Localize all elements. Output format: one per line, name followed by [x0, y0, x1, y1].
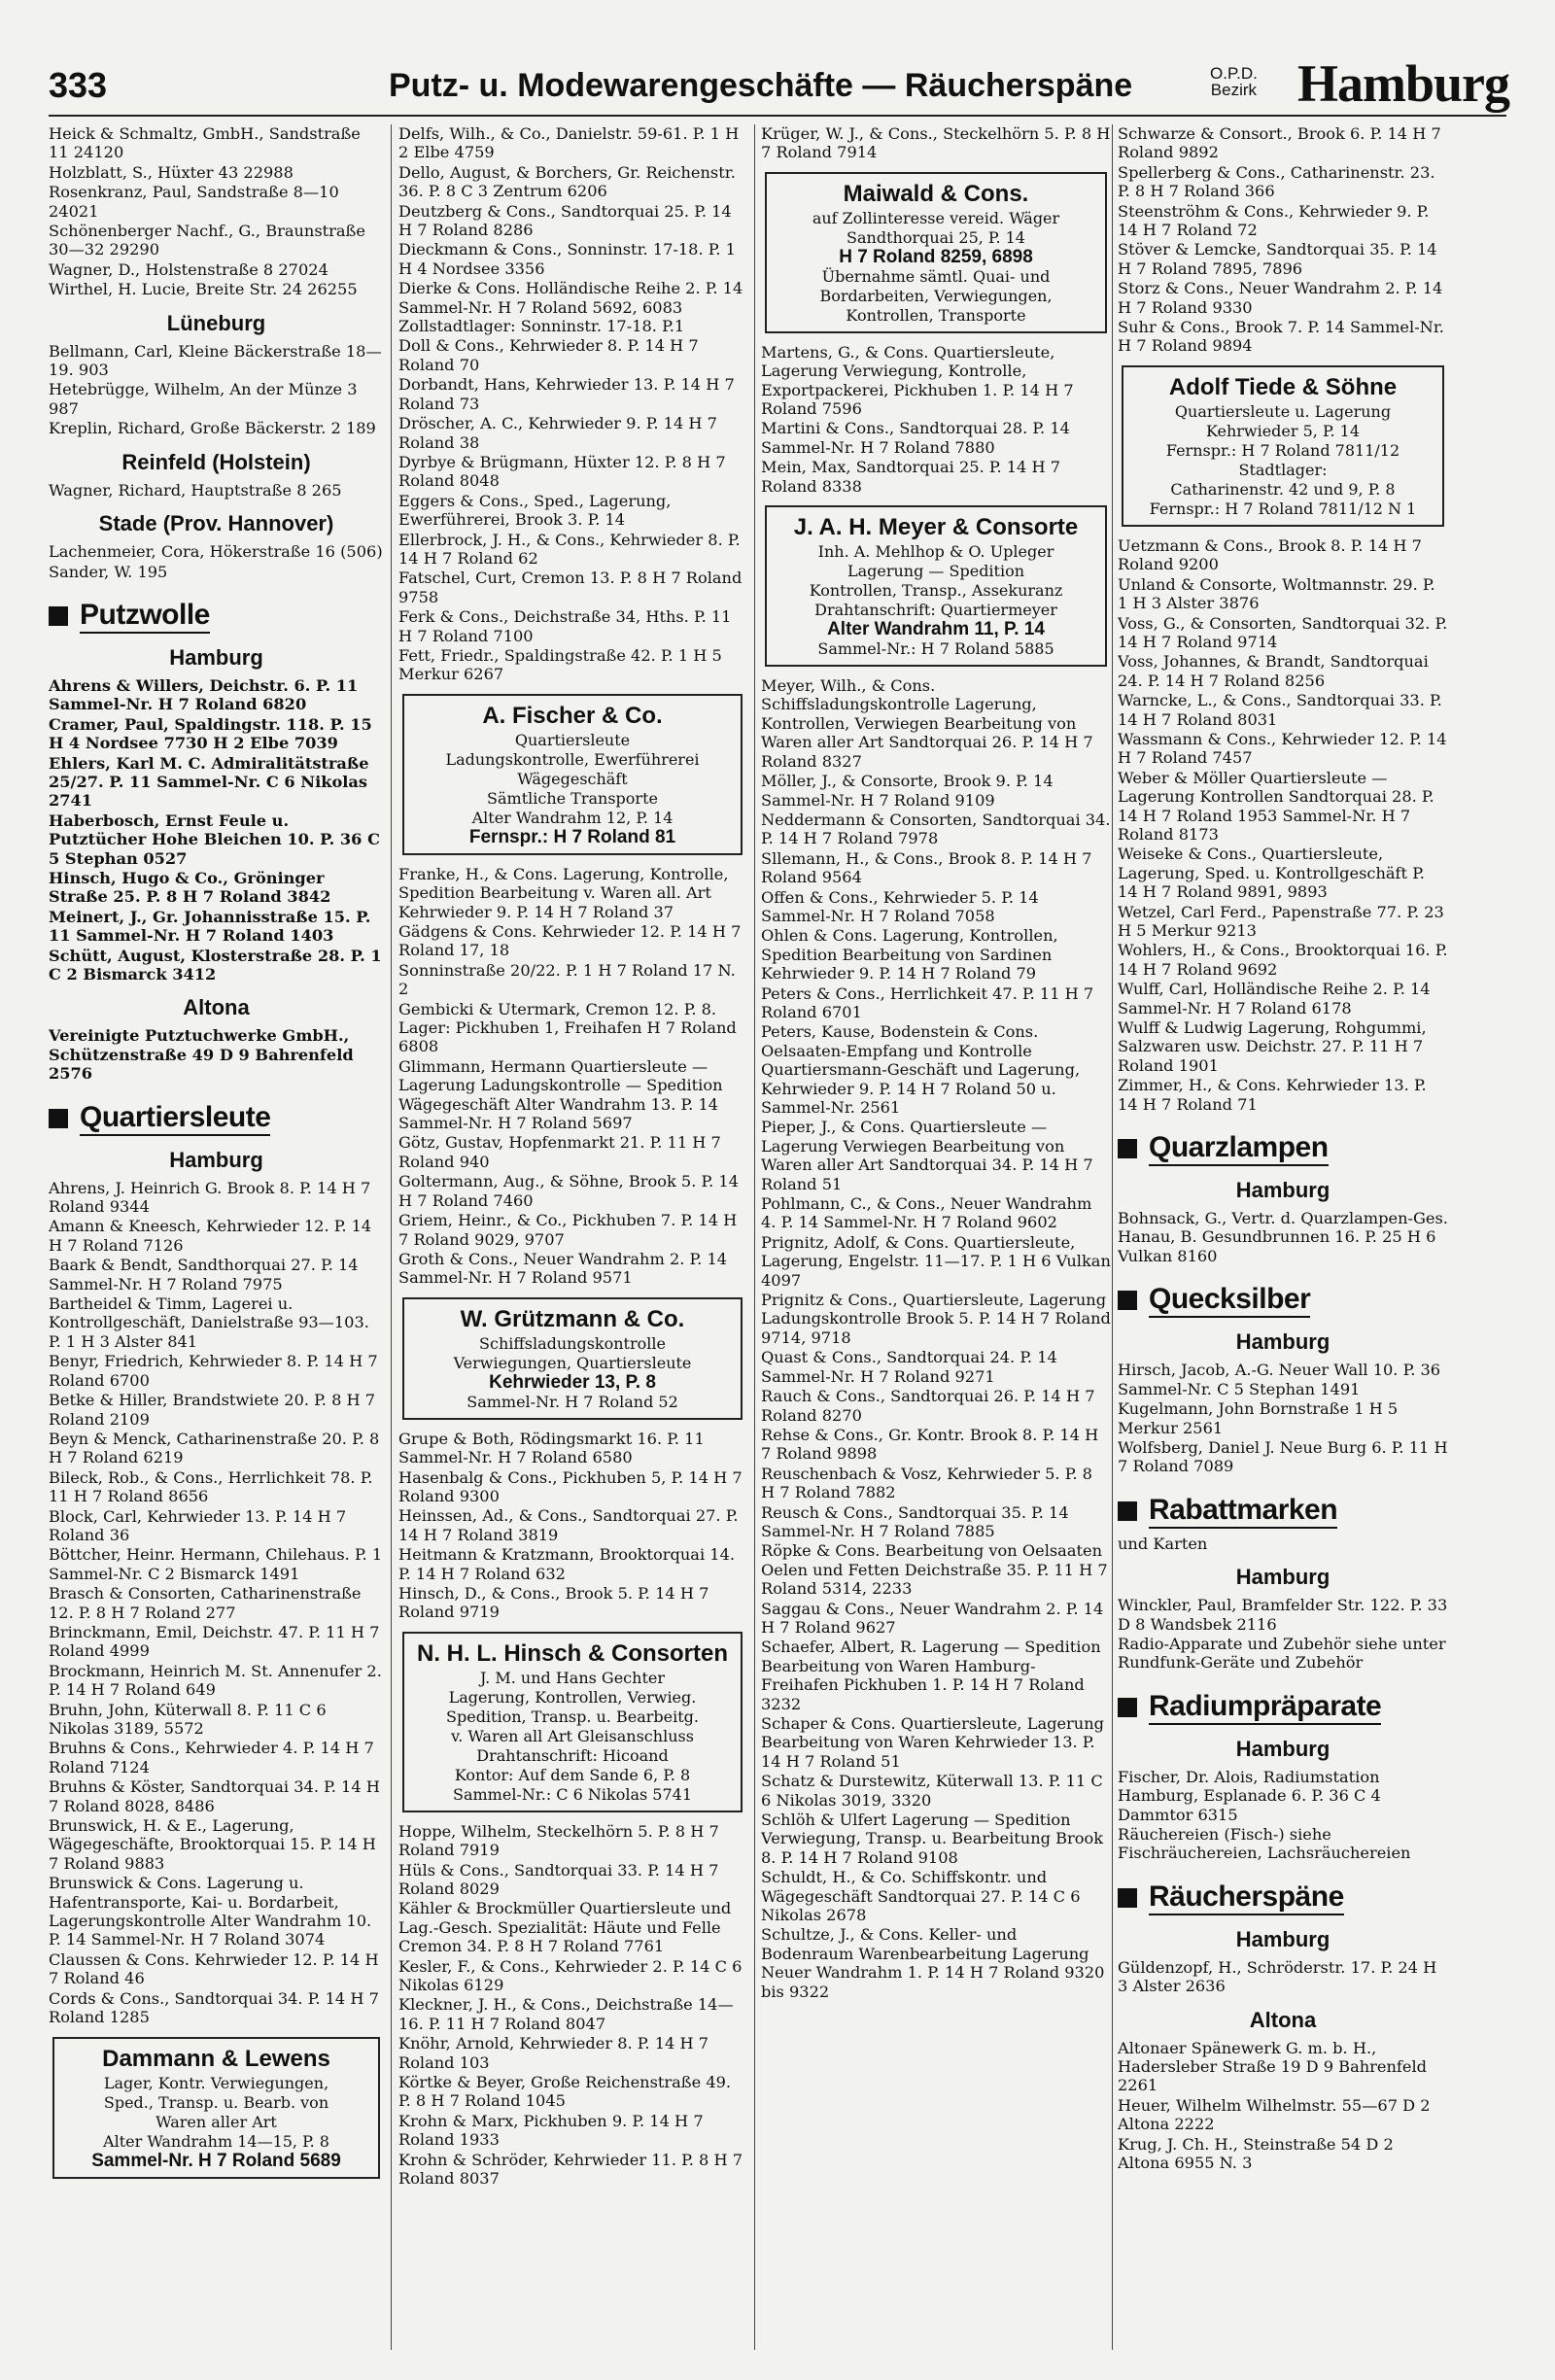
directory-entry: Körtke & Beyer, Große Reichenstraße 49. P. 8 H 7 Roland 1045 [398, 2073, 732, 2111]
city-title: Hamburg [1297, 54, 1510, 113]
directory-entry: Baark & Bendt, Sandthorquai 27. P. 14 Sammel-Nr. H 7 Roland 7975 [49, 1256, 359, 1293]
column-1 [49, 124, 384, 2350]
ad-line: H 7 Roland 8259, 6898 [839, 246, 1033, 267]
directory-entry: Suhr & Cons., Brook 7. P. 14 Sammel-Nr. H 7 Roland 9894 [1118, 318, 1444, 356]
directory-entry: Meyer, Wilh., & Cons. Schiffsladungskontrolle Lagerung, Kontrollen, Verwiegen Bearbeitung von Waren aller Art Sandtorquai 26. P. 14 H 7 Roland 8327 [761, 676, 1093, 771]
city-heading: Stade (Prov. Hannover) [98, 511, 334, 536]
directory-entry: Peters & Cons., Herrlichkeit 47. P. 11 H 7 Roland 6701 [761, 983, 1094, 1021]
city-heading: Reinfeld (Holstein) [121, 449, 311, 474]
ad-title: Maiwald & Cons. [843, 180, 1029, 207]
ad-line: Verwiegungen, Quartiersleute [453, 1353, 692, 1372]
section-square-icon [1118, 1139, 1137, 1158]
section-heading [1118, 1880, 1448, 1915]
ad-title: Adolf Tiede & Söhne [1168, 373, 1398, 400]
ad-line: Schiffsladungskontrolle [479, 1333, 666, 1353]
entry-list [1118, 1958, 1448, 1996]
directory-entry: Krug, J. Ch. H., Steinstraße 54 D 2 Altona 6955 N. 3 [1118, 2134, 1394, 2173]
directory-entry: Wirthel, H. Lucie, Breite Str. 24 26255 [49, 280, 358, 299]
entry-list [49, 342, 384, 438]
entry-list [398, 124, 746, 684]
ad-line: Sammel-Nr. H 7 Roland 5689 [91, 2150, 341, 2171]
entry-list [398, 865, 746, 1288]
directory-entry: Amann & Kneesch, Kehrwieder 12. P. 14 H 7 Roland 7126 [49, 1217, 372, 1255]
section-heading [1118, 1494, 1448, 1529]
directory-entry: Meinert, J., Gr. Johannisstraße 15. P. 11 Sammel-Nr. H 7 Roland 1403 [49, 907, 371, 946]
ad-line: Drahtanschrift: Quartiermeyer [814, 601, 1057, 620]
entry-list [1118, 124, 1448, 356]
city-heading: Hamburg [1235, 1736, 1330, 1761]
directory-entry: Hoppe, Wilhelm, Steckelhörn 5. P. 8 H 7 Roland 7919 [398, 1821, 719, 1860]
entry-list [49, 1179, 384, 2027]
section-title: Quartiersleute [80, 1101, 270, 1136]
directory-entry: Storz & Cons., Neuer Wandrahm 2. P. 14 H 7 Roland 9330 [1118, 279, 1443, 317]
directory-entry: Haberbosch, Ernst Feule u. Putztücher Hohe Bleichen 10. P. 36 C 5 Stephan 0527 [49, 811, 380, 868]
directory-entry: Schaefer, Albert, R. Lagerung — Spedition Bearbeitung von Waren Hamburg-Freihafen Pickhuben 1. P. 14 H 7 Roland 3232 [761, 1638, 1101, 1713]
ad-line: J. M. und Hans Gechter [480, 1668, 665, 1687]
directory-entry: Böttcher, Heinr. Hermann, Chilehaus. P. 1 Sammel-Nr. C 2 Bismarck 1491 [49, 1545, 383, 1583]
directory-entry: Griem, Heinr., & Co., Pickhuben 7. P. 14 H 7 Roland 9029, 9707 [398, 1211, 738, 1249]
ad-line: Catharinenstr. 42 und 9, P. 8 [1170, 479, 1396, 499]
header-rule [49, 115, 1506, 117]
section-title: Quarzlampen [1149, 1131, 1329, 1166]
directory-entry: Dyrbye & Brügmann, Hüxter 12. P. 8 H 7 Roland 8048 [398, 452, 726, 491]
section-square-icon [1118, 1291, 1137, 1310]
ad-line: Fernspr.: H 7 Roland 7811/12 [1165, 440, 1400, 460]
directory-entry: Krüger, W. J., & Cons., Steckelhörn 5. P. 8 H 7 Roland 7914 [761, 124, 1111, 162]
entry-list [49, 481, 384, 500]
directory-entry: Schatz & Durstewitz, Küterwall 13. P. 11 C 6 Nikolas 3019, 3320 [761, 1772, 1103, 1810]
section-square-icon [1118, 1888, 1137, 1908]
directory-entry: Doll & Cons., Kehrwieder 8. P. 14 H 7 Roland 70 [398, 336, 699, 374]
directory-entry: Schultze, J., & Cons. Keller- und Bodenraum Warenbearbeitung Lagerung Neuer Wandrahm 1. P. 14 H 7 Roland 9320 bis 9322 [761, 1925, 1105, 2001]
ad-line: Alter Wandrahm 14—15, P. 8 [103, 2131, 329, 2151]
directory-entry: Fatschel, Curt, Cremon 13. P. 8 H 7 Roland 9758 [398, 569, 743, 606]
directory-entry: Steenströhm & Cons., Kehrwieder 9. P. 14 H 7 Roland 72 [1118, 201, 1430, 240]
directory-entry: Dieckmann & Cons., Sonninstr. 17-18. P. 1 H 4 Nordsee 3356 [398, 240, 736, 278]
directory-entry: Rehse & Cons., Gr. Kontr. Brook 8. P. 14 H 7 Roland 9898 [761, 1425, 1099, 1464]
ad-line: Wägegeschäft [517, 769, 628, 788]
directory-entry: Rauch & Cons., Sandtorquai 26. P. 14 H 7 Roland 8270 [761, 1387, 1095, 1425]
directory-entry: Wolfsberg, Daniel J. Neue Burg 6. P. 11 H 7 Roland 7089 [1118, 1437, 1448, 1476]
directory-entry: Goltermann, Aug., & Söhne, Brook 5. P. 14 H 7 Roland 7460 [398, 1172, 740, 1210]
entry-list [398, 1430, 746, 1622]
ad-title: N. H. L. Hinsch & Consorten [416, 1639, 728, 1667]
directory-entry: Hinsch, Hugo & Co., Gröninger Straße 25. P. 8 H 7 Roland 3842 [49, 868, 331, 907]
directory-entry: Winckler, Paul, Bramfelder Str. 122. P. 33 D 8 Wandsbek 2116 [1118, 1596, 1448, 1634]
directory-entry: Knöhr, Arnold, Kehrwieder 8. P. 14 H 7 Roland 103 [398, 2034, 709, 2072]
ad-line: Kehrwieder 13, P. 8 [489, 1371, 656, 1393]
directory-entry: Martens, G., & Cons. Quartiersleute, Lagerung Verwiegung, Kontrolle, Exportpackerei, Pickhuben 1. P. 14 H 7 Roland 7596 [761, 342, 1074, 419]
ad-line: Fernspr.: H 7 Roland 7811/12 N 1 [1149, 499, 1417, 518]
directory-entry: Benyr, Friedrich, Kehrwieder 8. P. 14 H 7 Roland 6700 [49, 1352, 378, 1390]
directory-entry: Schwarze & Consort., Brook 6. P. 14 H 7 Roland 9892 [1118, 124, 1441, 162]
directory-entry: Stöver & Lemcke, Sandtorquai 35. P. 14 H 7 Roland 7895, 7896 [1118, 240, 1437, 278]
directory-entry: Weiseke & Cons., Quartiersleute, Lagerung, Sped. u. Kontrollgeschäft P. 14 H 7 Roland 9891, 9893 [1118, 845, 1425, 902]
city-heading: Altona [183, 995, 250, 1020]
directory-entry: Räuchereien (Fisch-) siehe Fischräuchereien, Lachsräuchereien [1118, 1824, 1411, 1863]
directory-entry: Schütt, August, Klosterstraße 28. P. 1 C 2 Bismarck 3412 [49, 946, 382, 983]
directory-entry: Bruhns & Köster, Sandtorquai 34. P. 14 H 7 Roland 8028, 8486 [49, 1777, 380, 1815]
directory-entry: Ahrens, J. Heinrich G. Brook 8. P. 14 H 7 Roland 9344 [49, 1178, 371, 1217]
directory-entry: Kleckner, J. H., & Cons., Deichstraße 14—16. P. 11 H 7 Roland 8047 [398, 1995, 734, 2033]
ad-line: Alter Wandrahm 12, P. 14 [471, 808, 674, 827]
ad-line: Quartiersleute u. Lagerung [1174, 401, 1392, 421]
directory-entry: Prignitz, Adolf, & Cons. Quartiersleute, Lagerung, Engelstr. 11—17. P. 1 H 6 Vulkan 4097 [761, 1232, 1111, 1290]
directory-entry: Cords & Cons., Sandtorquai 34. P. 14 H 7 Roland 1285 [49, 1988, 379, 2027]
ad-box [1122, 365, 1444, 527]
entry-list [49, 542, 384, 581]
directory-entry: Güldenzopf, H., Schröderstr. 17. P. 24 H 3 Alster 2636 [1118, 1957, 1437, 1996]
directory-entry: Ferk & Cons., Deichstraße 34, Hths. P. 11 H 7 Roland 7100 [398, 607, 732, 645]
directory-entry: Ahrens & Willers, Deichstr. 6. P. 11 Sammel-Nr. H 7 Roland 6820 [49, 675, 359, 714]
directory-entry: Gädgens & Cons. Kehrwieder 12. P. 14 H 7 Roland 17, 18 [398, 922, 742, 960]
directory-entry: Brunswick, H. & E., Lagerung, Wägegeschäfte, Brooktorquai 15. P. 14 H 7 Roland 9883 [49, 1816, 376, 1873]
ad-line: Übernahme sämtl. Quai- und [821, 266, 1051, 286]
directory-entry: Brunswick & Cons. Lagerung u. Hafentransporte, Kai- u. Bordarbeit, Lagerungskontrolle Alter Wandrahm 10. P. 14 Sammel-Nr. H 7 Roland 3074 [49, 1874, 372, 1949]
ad-box [402, 1297, 743, 1420]
section-title: Radiumpräparate [1149, 1690, 1381, 1725]
directory-entry: Wetzel, Carl Ferd., Papenstraße 77. P. 23 H 5 Merkur 9213 [1118, 902, 1444, 940]
directory-entry: Ehlers, Karl M. C. Admiralitätstraße 25/27. P. 11 Sammel-Nr. C 6 Nikolas 2741 [49, 753, 369, 811]
directory-entry: Schaper & Cons. Quartiersleute, Lagerung Bearbeitung von Waren Kehrwieder 13. P. 14 H 7 Roland 51 [761, 1714, 1105, 1771]
directory-entry: Glimmann, Hermann Quartiersleute — Lagerung Ladungskontrolle — Spedition Wägegeschäft Alter Wandrahm 13. P. 14 Sammel-Nr. H 7 Roland 5697 [398, 1056, 723, 1133]
directory-entry: Zimmer, H., & Cons. Kehrwieder 13. P. 14 H 7 Roland 71 [1118, 1076, 1427, 1114]
entry-list [49, 1026, 384, 1083]
directory-entry: Dello, August, & Borchers, Gr. Reichenstr. 36. P. 8 C 3 Zentrum 6206 [398, 162, 736, 201]
entry-list [1118, 2039, 1448, 2173]
directory-entry: Kähler & Brockmüller Quartiersleute und Lag.-Gesch. Spezialität: Häute und Felle Cremon 34. P. 8 H 7 Roland 7761 [398, 1899, 732, 1956]
ad-line: Sämtliche Transporte [487, 788, 658, 808]
directory-entry: Rosenkranz, Paul, Sandstraße 8—10 24021 [49, 183, 339, 221]
directory-entry: Claussen & Cons. Kehrwieder 12. P. 14 H 7 Roland 46 [49, 1949, 379, 1988]
directory-entry: Dierke & Cons. Holländische Reihe 2. P. 14 Sammel-Nr. H 7 Roland 5692, 6083 Zollstadtlager: Sonninstr. 17-18. P.1 [398, 279, 743, 336]
page-title: Putz- u. Modewarengeschäfte — Räucherspäne [389, 67, 1133, 104]
entry-list [1118, 1596, 1448, 1673]
directory-entry: Bartheidel & Timm, Lagerei u. Kontrollgeschäft, Danielstraße 93—103. P. 1 H 3 Alster 841 [49, 1294, 369, 1351]
ad-line: Kontrollen, Transporte [846, 305, 1026, 325]
city-heading: Hamburg [1235, 1926, 1330, 1951]
ad-line: Kehrwieder 5, P. 14 [1205, 421, 1361, 440]
ad-title: A. Fischer & Co. [482, 702, 663, 729]
directory-entry: Unland & Consorte, Woltmannstr. 29. P. 1 H 3 Alster 3876 [1118, 574, 1435, 613]
directory-entry: Heick & Schmaltz, GmbH., Sandstraße 11 24120 [49, 124, 361, 162]
ad-line: Sped., Transp. u. Bearb. von [103, 2092, 329, 2112]
directory-entry: Schlöh & Ulfert Lagerung — Spedition Verwiegung, Transp. u. Bearbeitung Brook 8. P. 14 H 7 Roland 9108 [761, 1811, 1104, 1867]
directory-entry: Kreplin, Richard, Große Bäckerstr. 2 189 [49, 419, 376, 438]
directory-entry: Reuschenbach & Vosz, Kehrwieder 5. P. 8 H 7 Roland 7882 [761, 1464, 1092, 1502]
directory-entry: Voss, Johannes, & Brandt, Sandtorquai 24. P. 14 H 7 Roland 8256 [1118, 652, 1429, 690]
opd-label [1210, 65, 1258, 98]
directory-entry: Martini & Cons., Sandtorquai 28. P. 14 Sammel-Nr. H 7 Roland 7880 [761, 419, 1070, 457]
directory-entry: Bohnsack, G., Vertr. d. Quarzlampen-Ges. Hanau, B. Gesundbrunnen 16. P. 25 H 6 Vulkan 8160 [1118, 1209, 1448, 1265]
entry-list [761, 676, 1111, 2001]
column-4 [1118, 124, 1448, 2350]
directory-entry: Betke & Hiller, Brandstwiete 20. P. 8 H 7 Roland 2109 [49, 1391, 376, 1429]
directory-entry: Hasenbalg & Cons., Pickhuben 5, P. 14 H 7 Roland 9300 [398, 1467, 743, 1505]
entry-list [49, 676, 384, 984]
column-divider [1112, 124, 1113, 2350]
directory-entry: Mein, Max, Sandtorquai 25. P. 14 H 7 Roland 8338 [761, 458, 1061, 496]
directory-entry: Wulff & Ludwig Lagerung, Rohgummi, Salzwaren usw. Deichstr. 27. P. 11 H 7 Roland 1901 [1118, 1018, 1427, 1075]
section-title: Rabattmarken [1149, 1494, 1337, 1529]
directory-entry: Block, Carl, Kehrwieder 13. P. 14 H 7 Roland 36 [49, 1506, 347, 1544]
ad-line: Inh. A. Mehlhop & O. Upleger [817, 542, 1054, 562]
ad-line: Lagerung — Spedition [847, 562, 1025, 581]
ad-line: Sandthorquai 25, P. 14 [847, 227, 1025, 247]
section-heading [1118, 1690, 1448, 1725]
directory-entry: Spellerberg & Cons., Catharinenstr. 23. P. 8 H 7 Roland 366 [1118, 162, 1435, 201]
entry-list [398, 1822, 746, 2189]
entry-list [1118, 1209, 1448, 1265]
entry-list [49, 124, 384, 299]
directory-entry: Vereinigte Putztuchwerke GmbH., Schützenstraße 49 D 9 Bahrenfeld 2576 [49, 1026, 354, 1084]
city-heading: Hamburg [169, 644, 263, 670]
ad-line: Lagerung, Kontrollen, Verwieg. [448, 1687, 697, 1707]
directory-entry: Pieper, J., & Cons. Quartiersleute — Lagerung Verwiegen Bearbeitung von Waren aller Art Sandtorquai 34. P. 14 H 7 Roland 51 [761, 1118, 1093, 1193]
directory-entry: Peters, Kause, Bodenstein & Cons. Oelsaaten-Empfang und Kontrolle Quartiersmann-Geschäft und Lagerung, Kehrwieder 9. P. 14 H 7 Roland 50 u. Sammel-Nr. 2561 [761, 1022, 1081, 1117]
directory-entry: Heitmann & Kratzmann, Brooktorquai 14. P. 14 H 7 Roland 632 [398, 1545, 736, 1583]
directory-entry: Götz, Gustav, Hopfenmarkt 21. P. 11 H 7 Roland 940 [398, 1133, 721, 1171]
directory-entry: Prignitz & Cons., Quartiersleute, Lagerung Ladungskontrolle Brook 5. P. 14 H 7 Roland 9714, 9718 [761, 1291, 1111, 1347]
entry-list [761, 124, 1111, 162]
directory-entry: Grupe & Both, Rödingsmarkt 16. P. 11 Sammel-Nr. H 7 Roland 6580 [398, 1429, 705, 1467]
directory-entry: Dröscher, A. C., Kehrwieder 9. P. 14 H 7 Roland 38 [398, 414, 717, 452]
city-heading: Hamburg [1235, 1329, 1330, 1355]
ad-line: Sammel-Nr. H 7 Roland 52 [466, 1392, 678, 1411]
directory-entry: Sonninstraße 20/22. P. 1 H 7 Roland 17 N. 2 [398, 960, 736, 999]
ad-line: Sammel-Nr.: C 6 Nikolas 5741 [453, 1784, 692, 1804]
directory-entry: Neddermann & Consorten, Sandtorquai 34. P. 14 H 7 Roland 7978 [761, 810, 1111, 848]
directory-entry: Sllemann, H., & Cons., Brook 8. P. 14 H 7 Roland 9564 [761, 848, 1092, 887]
directory-entry: Möller, J., & Consorte, Brook 9. P. 14 Sammel-Nr. H 7 Roland 9109 [761, 772, 1054, 810]
directory-entry: Schönenberger Nachf., G., Braunstraße 30—32 29290 [49, 222, 365, 259]
section-square-icon [1118, 1501, 1137, 1521]
directory-entry: Saggau & Cons., Neuer Wandrahm 2. P. 14 H 7 Roland 9627 [761, 1599, 1104, 1637]
directory-entry: Bruhn, John, Küterwall 8. P. 11 C 6 Nikolas 3189, 5572 [49, 1700, 327, 1738]
city-heading: Hamburg [1235, 1565, 1330, 1590]
directory-entry: Radio-Apparate und Zubehör siehe unter Rundfunk-Geräte und Zubehör [1118, 1634, 1446, 1673]
opd-line1: O.P.D. [1210, 64, 1258, 83]
directory-entry: Ohlen & Cons. Lagerung, Kontrollen, Spedition Bearbeitung von Sardinen Kehrwieder 9. P. 14 H 7 Roland 79 [761, 926, 1058, 983]
directory-entry: Pohlmann, C., & Cons., Neuer Wandrahm 4. P. 14 Sammel-Nr. H 7 Roland 9602 [761, 1194, 1092, 1232]
directory-entry: Wassmann & Cons., Kehrwieder 12. P. 14 H 7 Roland 7457 [1118, 729, 1447, 768]
directory-entry: Brasch & Consorten, Catharinenstraße 12. P. 8 H 7 Roland 277 [49, 1584, 362, 1622]
city-heading: Hamburg [169, 1147, 263, 1172]
directory-entry: Dorbandt, Hans, Kehrwieder 13. P. 14 H 7 Roland 73 [398, 375, 735, 413]
ad-box [52, 2037, 380, 2179]
ad-title: Dammann & Lewens [102, 2045, 330, 2072]
ad-title: J. A. H. Meyer & Consorte [793, 514, 1079, 541]
city-heading: Altona [1249, 2007, 1317, 2032]
directory-entry: Bellmann, Carl, Kleine Bäckerstraße 18—19. 903 [49, 341, 382, 380]
column-divider [754, 124, 755, 2350]
directory-entry: Bileck, Rob., & Cons., Herrlichkeit 78. P. 11 H 7 Roland 8656 [49, 1467, 373, 1506]
directory-entry: Kesler, F., & Cons., Kehrwieder 2. P. 14 C 6 Nikolas 6129 [398, 1956, 743, 1995]
directory-entry: Heinssen, Ad., & Cons., Sandtorquai 27. P. 14 H 7 Roland 3819 [398, 1506, 739, 1544]
directory-entry: Wohlers, H., & Cons., Brooktorquai 16. P. 14 H 7 Roland 9692 [1118, 941, 1448, 979]
directory-entry: Hirsch, Jacob, A.-G. Neuer Wall 10. P. 36 Sammel-Nr. C 5 Stephan 1491 [1118, 1361, 1441, 1398]
directory-entry: Hinsch, D., & Cons., Brook 5. P. 14 H 7 Roland 9719 [398, 1583, 709, 1622]
ad-line: Lager, Kontr. Verwiegungen, [103, 2073, 329, 2092]
directory-entry: Krohn & Marx, Pickhuben 9. P. 14 H 7 Roland 1933 [398, 2111, 704, 2150]
directory-entry: Heuer, Wilhelm Wilhelmstr. 55—67 D 2 Altona 2222 [1118, 2095, 1431, 2134]
entry-list [761, 343, 1111, 496]
section-square-icon [49, 606, 68, 626]
ad-line: auf Zollinteresse vereid. Wäger [812, 208, 1060, 227]
column-divider [391, 124, 392, 2350]
ad-line: Stadtlager: [1238, 460, 1328, 479]
page-header [49, 53, 1510, 113]
directory-entry: Warncke, L., & Cons., Sandtorquai 33. P. 14 H 7 Roland 8031 [1118, 691, 1442, 729]
directory-entry: Offen & Cons., Kehrwieder 5. P. 14 Sammel-Nr. H 7 Roland 7058 [761, 887, 1039, 925]
directory-entry: Beyn & Menck, Catharinenstraße 20. P. 8 H 7 Roland 6219 [49, 1429, 380, 1467]
directory-entry: Wulff, Carl, Holländische Reihe 2. P. 14 Sammel-Nr. H 7 Roland 6178 [1118, 980, 1431, 1018]
directory-entry: Groth & Cons., Neuer Wandrahm 2. P. 14 Sammel-Nr. H 7 Roland 9571 [398, 1249, 728, 1288]
directory-entry: Krohn & Schröder, Kehrwieder 11. P. 8 H 7 Roland 8037 [398, 2150, 743, 2189]
ad-line: Drahtanschrift: Hicoand [476, 1745, 669, 1765]
city-heading: Lüneburg [166, 310, 266, 335]
directory-entry: Fett, Friedr., Spaldingstraße 42. P. 1 H 5 Merkur 6267 [398, 645, 722, 684]
directory-entry: Cramer, Paul, Spaldingstr. 118. P. 15 H 4 Nordsee 7730 H 2 Elbe 7039 [49, 714, 372, 753]
section-title: Räucherspäne [1149, 1880, 1344, 1915]
entry-list [1118, 1768, 1448, 1863]
ad-line: Waren aller Art [156, 2112, 277, 2131]
directory-entry: Gembicki & Utermark, Cremon 12. P. 8. Lager: Pickhuben 1, Freihafen H 7 Roland 6808 [398, 999, 737, 1056]
ad-line: v. Waren all Art Gleisanschluss [451, 1726, 694, 1745]
directory-entry: Uetzmann & Cons., Brook 8. P. 14 H 7 Roland 9200 [1118, 535, 1422, 574]
directory-entry: Wagner, D., Holstenstraße 8 27024 [49, 259, 328, 279]
ad-line: Alter Wandrahm 11, P. 14 [827, 619, 1045, 640]
section-title: Putzwolle [80, 599, 210, 634]
ad-line: Sammel-Nr.: H 7 Roland 5885 [817, 639, 1054, 659]
section-heading [1118, 1283, 1448, 1318]
directory-entry: Lachenmeier, Cora, Hökerstraße 16 (506) [49, 542, 383, 562]
section-title: Quecksilber [1149, 1283, 1310, 1318]
directory-entry: Hüls & Cons., Sandtorquai 33. P. 14 H 7 Roland 8029 [398, 1860, 719, 1898]
directory-entry: Kugelmann, John Bornstraße 1 H 5 Merkur 2561 [1118, 1399, 1399, 1437]
ad-box [765, 172, 1107, 333]
column-3 [761, 124, 1111, 2350]
directory-entry: Altonaer Spänewerk G. m. b. H., Hadersleber Straße 19 D 9 Bahrenfeld 2261 [1118, 2038, 1427, 2095]
directory-entry: Schuldt, H., & Co. Schiffskontr. und Wägegeschäft Sandtorquai 27. P. 14 C 6 Nikolas 2678 [761, 1868, 1081, 1925]
directory-entry: Wagner, Richard, Hauptstraße 8 265 [49, 480, 342, 500]
directory-entry: Eggers & Cons., Sped., Lagerung, Ewerführerei, Brook 3. P. 14 [398, 491, 672, 530]
directory-entry: Hetebrügge, Wilhelm, An der Münze 3 987 [49, 380, 358, 418]
ad-box [402, 1632, 743, 1812]
column-2 [398, 124, 746, 2350]
directory-entry: Quast & Cons., Sandtorquai 24. P. 14 Sammel-Nr. H 7 Roland 9271 [761, 1348, 1057, 1386]
ad-line: Spedition, Transp. u. Bearbeitg. [446, 1707, 699, 1726]
directory-entry: Röpke & Cons. Bearbeitung von Oelsaaten Oelen und Fetten Deichstraße 35. P. 11 H 7 Roland 5314, 2233 [761, 1541, 1108, 1599]
section-square-icon [49, 1109, 68, 1128]
ad-box [765, 505, 1107, 667]
directory-entry: Brinckmann, Emil, Deichstr. 47. P. 11 H 7 Roland 4999 [49, 1622, 380, 1661]
directory-entry: Franke, H., & Cons. Lagerung, Kontrolle, Spedition Bearbeitung v. Waren all. Art Kehrwieder 9. P. 14 H 7 Roland 37 [398, 864, 729, 921]
directory-entry: Weber & Möller Quartiersleute — Lagerung Kontrollen Sandtorquai 28. P. 14 H 7 Roland 1953 Sammel-Nr. H 7 Roland 8173 [1118, 768, 1434, 844]
directory-entry: Fischer, Dr. Alois, Radiumstation Hamburg, Esplanade 6. P. 36 C 4 Dammtor 6315 [1118, 1767, 1381, 1824]
entry-list [1118, 536, 1448, 1114]
ad-line: Quartiersleute [514, 730, 631, 749]
page-number: 333 [49, 65, 108, 105]
directory-entry: Bruhns & Cons., Kehrwieder 4. P. 14 H 7 Roland 7124 [49, 1739, 374, 1776]
directory-entry: Sander, W. 195 [49, 562, 168, 581]
section-heading [1118, 1131, 1448, 1166]
section-title-line2: und Karten [1118, 1534, 1208, 1553]
ad-line: Fernspr.: H 7 Roland 81 [468, 826, 676, 847]
section-square-icon [1118, 1698, 1137, 1717]
section-heading [49, 599, 384, 634]
directory-entry: Brockmann, Heinrich M. St. Annenufer 2. P. 14 H 7 Roland 649 [49, 1661, 382, 1700]
ad-line: Kontrollen, Transp., Assekuranz [809, 581, 1063, 601]
directory-entry: Voss, G., & Consorten, Sandtorquai 32. P. 14 H 7 Roland 9714 [1118, 613, 1448, 651]
ad-box [402, 694, 743, 855]
directory-entry: Ellerbrock, J. H., & Cons., Kehrwieder 8. P. 14 H 7 Roland 62 [398, 530, 741, 568]
directory-entry: Reusch & Cons., Sandtorquai 35. P. 14 Sammel-Nr. H 7 Roland 7885 [761, 1502, 1069, 1540]
city-heading: Hamburg [1235, 1178, 1330, 1203]
entry-list [1118, 1361, 1448, 1475]
directory-entry: Holzblatt, S., Hüxter 43 22988 [49, 162, 294, 182]
opd-line2: Bezirk [1210, 81, 1258, 99]
directory-entry: Delfs, Wilh., & Co., Danielstr. 59-61. P. 1 H 2 Elbe 4759 [398, 124, 740, 162]
ad-title: W. Grützmann & Co. [460, 1305, 685, 1332]
ad-line: Bordarbeiten, Verwiegungen, [819, 286, 1053, 305]
ad-line: Kontor: Auf dem Sande 6, P. 8 [454, 1765, 691, 1784]
section-heading [49, 1101, 384, 1136]
ad-line: Ladungskontrolle, Ewerführerei [445, 749, 700, 769]
directory-entry: Deutzberg & Cons., Sandtorquai 25. P. 14 H 7 Roland 8286 [398, 201, 732, 240]
